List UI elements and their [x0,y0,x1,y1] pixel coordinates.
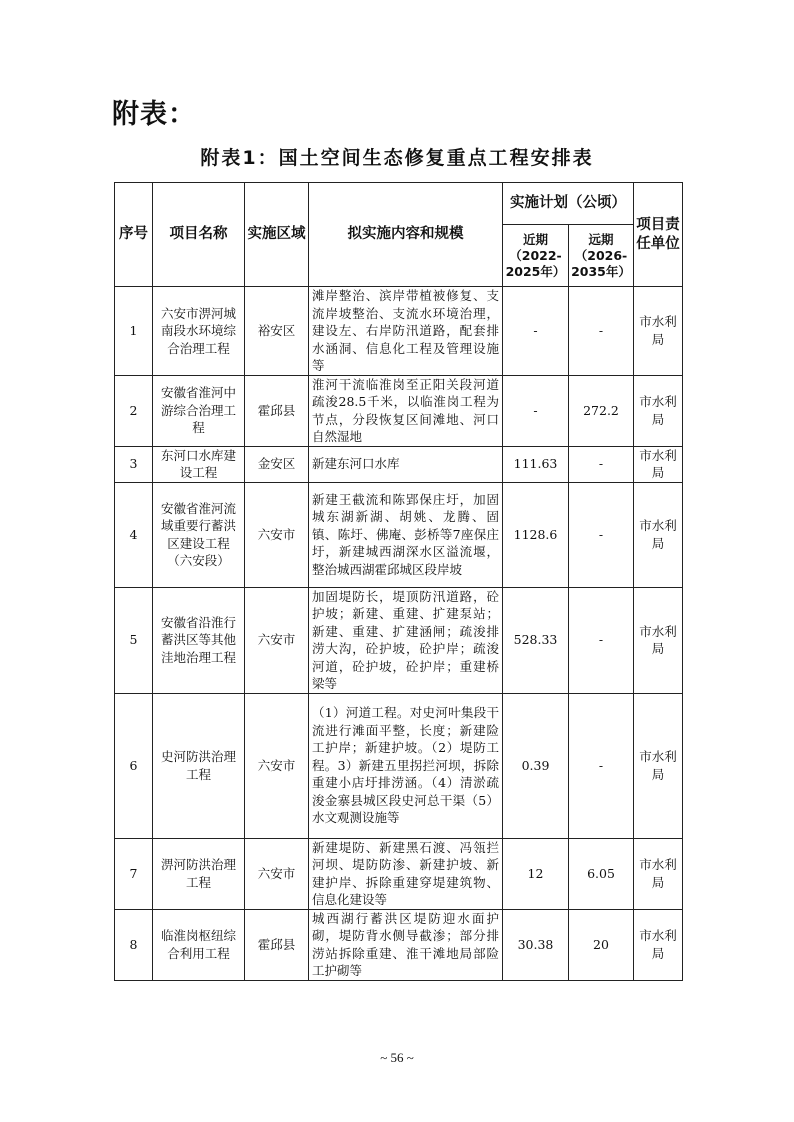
cell-near: 528.33 [503,587,569,693]
cell-far: - [569,693,634,838]
table-row [115,482,683,587]
cell-region: 金安区 [245,446,309,482]
cell-seq: 8 [115,909,153,980]
table-title: 附表1：国土空间生态修复重点工程安排表 [200,147,594,169]
cell-seq: 5 [115,587,153,693]
cell-name: 安徽省沿淮行蓄洪区等其他洼地治理工程 [153,587,245,693]
cell-near: 30.38 [503,909,569,980]
cell-name: 六安市淠河城南段水环境综合治理工程 [153,287,245,376]
cell-region: 六安市 [245,587,309,693]
cell-near: - [503,375,569,446]
table-row [115,587,683,693]
cell-content: 新建王截流和陈郢保庄圩，加固城东湖新湖、胡姚、龙腾、固镇、陈圩、佛庵、彭桥等7座保庄圩，新建城西湖深水区溢流堰，整治城西湖霍邱城区段岸坡 [309,482,503,587]
cell-region: 六安市 [245,693,309,838]
cell-name: 安徽省淮河中游综合治理工程 [153,375,245,446]
cell-region: 霍邱县 [245,375,309,446]
cell-name: 安徽省淮河流域重要行蓄洪区建设工程（六安段） [153,482,245,587]
cell-seq: 2 [115,375,153,446]
cell-name: 临淮岗枢纽综合利用工程 [153,909,245,980]
cell-near: 12 [503,838,569,909]
cell-region: 裕安区 [245,287,309,376]
header-region: 实施区域 [245,183,309,287]
header-unit: 项目责任单位 [634,183,683,287]
cell-unit: 市水利局 [634,587,683,693]
table-row [115,909,683,980]
cell-seq: 1 [115,287,153,376]
project-table [114,182,683,981]
cell-region: 霍邱县 [245,909,309,980]
cell-unit: 市水利局 [634,287,683,376]
cell-content: 新建东河口水库 [309,446,503,482]
page-number: ~ 56 ~ [380,1050,414,1065]
cell-far: - [569,287,634,376]
cell-unit: 市水利局 [634,909,683,980]
cell-near: 0.39 [503,693,569,838]
cell-content: 新建堤防、新建黑石渡、冯瓴拦河坝、堤防防渗、新建护坡、新建护岸、拆除重建穿堤建筑物、信息化建设等 [309,838,503,909]
cell-name: 淠河防洪治理工程 [153,838,245,909]
header-seq: 序号 [115,183,153,287]
header-plan: 实施计划（公顷） [503,183,634,225]
cell-unit: 市水利局 [634,838,683,909]
header-content: 拟实施内容和规模 [309,183,503,287]
cell-far: - [569,446,634,482]
cell-name: 东河口水库建设工程 [153,446,245,482]
cell-unit: 市水利局 [634,375,683,446]
cell-content: 城西湖行蓄洪区堤防迎水面护砌，堤防背水侧导截渗；部分排涝站拆除重建、淮干滩地局部险工护砌等 [309,909,503,980]
header-far: 远期（2026-2035年） [569,225,634,287]
cell-far: 272.2 [569,375,634,446]
table-body [115,287,683,981]
cell-content: 淮河干流临淮岗至正阳关段河道疏浚28.5千米，以临淮岗工程为节点，分段恢复区间滩地、河口自然湿地 [309,375,503,446]
cell-near: 111.63 [503,446,569,482]
cell-far: - [569,587,634,693]
table-row [115,838,683,909]
cell-unit: 市水利局 [634,482,683,587]
table-row [115,375,683,446]
cell-unit: 市水利局 [634,446,683,482]
cell-content: 加固堤防长，堤顶防汛道路，砼护坡；新建、重建、扩建泵站；新建、重建、扩建涵闸；疏浚排涝大沟，砼护坡，砼护岸；疏浚河道，砼护坡，砼护岸；重建桥梁等 [309,587,503,693]
header-near: 近期（2022-2025年） [503,225,569,287]
cell-seq: 4 [115,482,153,587]
cell-seq: 7 [115,838,153,909]
cell-far: 20 [569,909,634,980]
cell-seq: 6 [115,693,153,838]
cell-name: 史河防洪治理工程 [153,693,245,838]
table-row [115,446,683,482]
table-row [115,693,683,838]
cell-region: 六安市 [245,482,309,587]
cell-far: 6.05 [569,838,634,909]
table-row [115,287,683,376]
cell-region: 六安市 [245,838,309,909]
cell-content: （1）河道工程。对史河叶集段干流进行滩面平整，长度；新建险工护岸；新建护坡。（2）堤防工程。3）新建五里拐拦河坝，拆除重建小店圩排涝涵。（4）清淤疏浚金寨县城区段史河总干渠（5）水文观测设施等 [309,693,503,838]
cell-content: 滩岸整治、滨岸带植被修复、支流岸坡整治、支流水环境治理，建设左、右岸防汛道路，配套排水涵洞、信息化工程及管理设施等 [309,287,503,376]
cell-near: 1128.6 [503,482,569,587]
cell-unit: 市水利局 [634,693,683,838]
header-name: 项目名称 [153,183,245,287]
cell-near: - [503,287,569,376]
page-heading: 附表： [112,99,196,130]
cell-far: - [569,482,634,587]
cell-seq: 3 [115,446,153,482]
